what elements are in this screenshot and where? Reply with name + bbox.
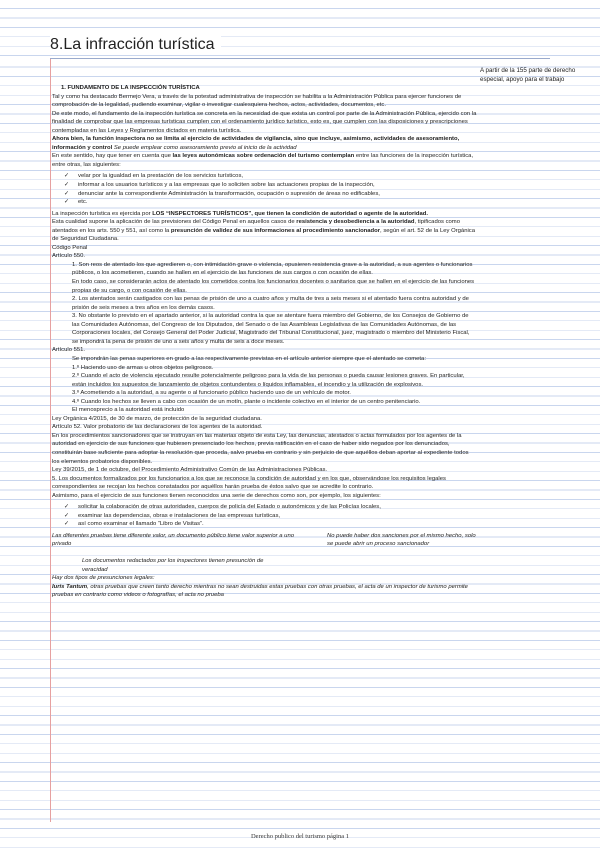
aside-note: A partir de la 155 parte de derecho especial, apoyo para el trabajo (480, 67, 576, 83)
article-text: 1. Son reos de atentado los que agredieren o, con intimidación grave o violencia, opusieren resistencia grave a la autoridad, a sus agentes o funcionarios públicos, o los acometieren, cuando se hallen en el ejercicio de las funciones de sus cargos o con ocasión de ellas. (72, 261, 473, 277)
paragraph: Asimismo, para el ejercicio de sus funciones tienen reconocidos una serie de derechos como son, por ejemplo, los siguientes: (52, 492, 381, 499)
article-title: Artículo 551. (52, 347, 86, 354)
article-text: 2.º Cuando el acto de violencia ejecutado resulte potencialmente peligroso para la vida de las personas o pueda causar lesiones graves. En particular, están incluidos los supuestos de lanzamiento de objetos contundentes o líquidos inflamables, el incendio y la utilización de explosivos. (72, 373, 465, 388)
article-text: 2. Los atentados serán castigados con las penas de prisión de uno a cuatro años y multa de tres a seis meses si el atentado fuera contra autoridad y de prisión de seis meses a tres años en los demás casos. (72, 296, 469, 311)
note-text: Los documentos redactados por los inspectores tienen presunción de veracidad (82, 557, 264, 573)
list-item: ✓ examinar las dependencias, obras e instalaciones de las empresas turísticas, (64, 512, 477, 521)
section-heading: 1. FUNDAMENTO DE LA INSPECCIÓN TURÍSTICA (61, 85, 200, 91)
paragraph: Hay dos tipos de presunciones legales: (52, 575, 155, 582)
article-text: 3. No obstante lo previsto en el apartado anterior, si la autoridad contra la que se atentare fuera miembro del Gobierno, de los Consejos de Gobierno de las Comunidades Autónomas, del Congreso de los Diputados, del Senado o de las Asambleas Legislativas de las Comunidades Autónomas, de las Corporaciones locales, del Consejo General del Poder Judicial, Magistrado del Tribunal Constitucional, juez, magistrado o miembro del Ministerio Fiscal, se impondrá la pena de prisión de uno a seis años y multa de seis a doce meses. (72, 313, 470, 345)
law-title: Ley 39/2015, de 1 de octubre, del Procedimiento Administrativo Común de las Administraciones Públicas. (52, 467, 328, 474)
article-text: 1.º Haciendo uso de armas u otros objetos peligrosos. (72, 364, 214, 371)
title-rule (50, 58, 550, 59)
note-text: Las diferentes pruebas tiene diferente valor, un documento público tiene valor superior a uno privado (52, 532, 294, 548)
article-title: Artículo 550. (52, 253, 86, 260)
list-item: ✓ etc. (64, 198, 477, 207)
article-text: En los procedimientos sancionadores que se instruyan en las materias objeto de esta Ley, las denuncias, atestados o actas formulados por los agentes de la autoridad en ejercicio de sus funciones que hubiesen presenciado los hechos, previa ratificación en el caso de haber sido negados por los denunciados, constituirán base suficiente para adoptar la resolución que proceda, salvo prueba en contrario y sin perjuicio de que aquéllos deban aportar al expediente todos los elementos probatorios disponibles. (52, 432, 469, 465)
list-item: ✓ así como examinar el llamado “Libro de Visitas”. (64, 520, 477, 529)
paragraph: En este sentido, hay que tener en cuenta que las leyes autonómicas sobre ordenación del turismo contemplan entre las funciones de la inspección turística, entre otras, las siguientes: (52, 153, 474, 168)
list-item: ✓ solicitar la colaboración de otras autoridades, cuerpos de policía del Estado o autonómicos y de las Policías locales, (64, 503, 477, 512)
paragraph: Iuris Tantum, otras pruebas que creen tanto derecho mientras no sean destruidas estas pruebas con otras pruebas, el acta de un inspector de turismo permite pruebas en contrario como videos o fotografías, el acta no prueba (52, 583, 468, 599)
functions-list (52, 172, 477, 206)
note-text: No puede haber dos sanciones por el mismo hecho, solo se puede abrir un proceso sancionador (327, 532, 476, 548)
article-text: 4.º Cuando los hechos se lleven a cabo con ocasión de un motín, plante o incidente colectivo en el interior de un centro penitenciario. (72, 398, 421, 405)
article-text: Se impondrán las penas superiores en grado a las respectivamente previstas en el artículo anterior siempre que el atentado se cometa: (72, 355, 426, 362)
paragraph: Tal y como ha destacado Bermejo Vera, a través de la potestad administrativa de inspección se habilita a la Administración Pública para ejercer funciones de comprobación de la legalidad, pudiendo examinar, vigilar o investigar cualesquiera hechos, actos, actividades, documentos, etc. (52, 93, 462, 109)
list-item: ✓ informar a los usuarios turísticos y a las empresas que lo soliciten sobre las actuaciones propias de la inspección, (64, 181, 477, 190)
law-title: Ley Orgánica 4/2015, de 30 de marzo, de protección de la seguridad ciudadana. (52, 415, 262, 422)
page-footer: Derecho publico del turismo página 1 (250, 833, 349, 840)
paragraph: Esta cualidad supone la aplicación de las previsiones del Código Penal en aquellos casos de resistencia y desobediencia a la autoridad, tipificados como atentados en los arts. 550 y 551, así como la presunción de validez de sus informaciones al procedimiento sancionador, según el art. 52 de la Ley Orgánica de Seguridad Ciudadana. (52, 219, 476, 243)
notes-columns (52, 532, 477, 549)
page-margin-line (50, 58, 51, 822)
rights-list (52, 503, 477, 529)
paragraph: De este modo, el fundamento de la inspección turística se concreta en la necesidad de que exista un control por parte de la Administración Pública, ejercido con la finalidad de comprobar que las empresas turísticas cumplen con el ordenamiento jurídico turístico, esto es, que cumplen con las disposiciones y prescripciones contempladas en las Leyes y Reglamentos dictados en materia turística. (52, 110, 477, 134)
article-text: 3.º Acometiendo a la autoridad, a su agente o al funcionario público haciendo uso de un vehículo de motor. (72, 390, 351, 397)
code-title: Código Penal (52, 244, 88, 251)
page-title: 8.La infracción turística (50, 36, 221, 54)
article-text: El menosprecio a la autoridad está incluido (72, 407, 185, 414)
bold-text: Ahora bien, la función inspectora no se limita al ejercicio de actividades de vigilancia, sino que incluye, asimismo, actividades de asesoramiento, información y control (52, 136, 460, 151)
italic-note: Se puede emplear como asesoramiento previo al inicio de la actividad (112, 144, 297, 151)
article-text: En todo caso, se considerarán actos de atentado los cometidos contra los funcionarios docentes o sanitarios que se hallen en el ejercicio de las funciones propias de su cargo, o con ocasión de ellas. (72, 279, 475, 294)
paragraph: La inspección turística es ejercida por LOS “INSPECTORES TURÍSTICOS”, que tienen la condición de autoridad o agente de la autoridad. (52, 210, 429, 217)
article-title: Artículo 52. Valor probatorio de las declaraciones de los agentes de la autoridad. (52, 424, 263, 431)
list-item: ✓ velar por la igualdad en la prestación de los servicios turísticos, (64, 172, 477, 181)
list-item: ✓ denunciar ante la correspondiente Administración la transformación, ocupación o supresión de áreas no edificables, (64, 190, 477, 199)
page-content (52, 84, 477, 600)
article-text: 5. Los documentos formalizados por los funcionarios a los que se reconoce la condición de autoridad y en los que, observándose los requisitos legales correspondientes se recojan los hechos constatados por aquéllos harán prueba de éstos salvo que se acredite lo contrario. (52, 475, 446, 491)
paragraph (52, 135, 477, 152)
